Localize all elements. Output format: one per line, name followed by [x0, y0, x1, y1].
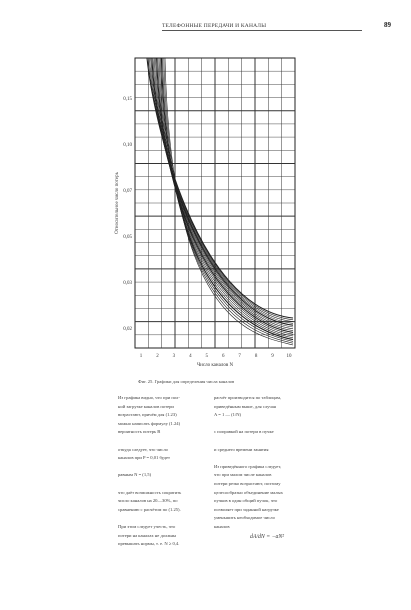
- y-axis-ticks: [115, 97, 133, 332]
- text-column-left: [118, 394, 210, 549]
- x-tick-label: 9: [271, 354, 274, 359]
- figure-caption: Фиг. 25. Графики для определения числа каналов: [138, 379, 235, 384]
- text-line: Из приведённого графика следует,: [214, 463, 282, 469]
- x-tick-label: 10: [286, 354, 292, 359]
- text-column-right: [214, 394, 320, 543]
- family-curves: [147, 58, 293, 345]
- text-line: [118, 514, 210, 523]
- family-curve: [152, 58, 293, 325]
- page-number: 89: [384, 21, 391, 29]
- text-line: вероятность потерь B: [118, 429, 161, 435]
- x-tick-label: 8: [254, 354, 258, 359]
- y-tick-label: 0,02: [123, 327, 132, 332]
- text-line: пучков в один общий пучок, что: [214, 498, 278, 504]
- y-tick-label: 0,07: [123, 189, 132, 194]
- text-line: превышать нормы, т. е. N ≥ 0,4.: [118, 541, 180, 547]
- text-line: [118, 437, 210, 446]
- y-axis-title: Относительное число потерь: [115, 172, 120, 234]
- x-axis-title: Число каналов N: [196, 363, 234, 368]
- x-tick-label: 1: [139, 354, 143, 359]
- text-line: [214, 420, 320, 429]
- text-line: ной загрузке каналов потери: [118, 403, 174, 409]
- text-line: [214, 437, 320, 446]
- family-curve: [155, 58, 293, 331]
- text-line: и среднего времени занятия: [214, 446, 269, 452]
- running-title: ТЕЛЕФОННЫЕ ПЕРЕДАЧИ И КАНАЛЫ: [162, 23, 362, 31]
- text-line: потери на каналах не должны: [118, 532, 177, 538]
- text-line: откуда следует, что число: [118, 446, 168, 452]
- text-line: При этом следует учесть, что: [118, 523, 176, 529]
- text-line: [118, 463, 210, 472]
- text-line: возрастают, причём для (1.23): [118, 412, 177, 418]
- text-line: потери резко возрастают, поэтому: [214, 480, 281, 486]
- text-line: каналов при P = 0,01 будет: [118, 455, 171, 461]
- text-line: равным N = (1,5): [118, 472, 152, 478]
- x-tick-label: 7: [238, 354, 241, 359]
- x-tick-label: 2: [156, 354, 159, 359]
- y-tick-label: 0,03: [123, 281, 132, 286]
- text-line: каналов: [214, 523, 230, 529]
- x-tick-label: 4: [189, 354, 192, 359]
- x-axis-ticks: [140, 354, 292, 368]
- text-line: расчёт производится по таблицам,: [214, 395, 282, 400]
- text-line: что при малом числе каналов: [214, 472, 272, 478]
- text-line: [118, 480, 210, 489]
- text-line: что даёт возможность сократить: [118, 489, 182, 495]
- text-line: приведённым выше, для случая: [214, 403, 276, 409]
- text-line: целесообразно объединение малых: [214, 489, 283, 495]
- text-line: число каналов на 20—30%, по: [118, 498, 178, 504]
- nomogram-graphic: [110, 40, 310, 385]
- text-line: позволяет при заданной нагрузке: [214, 506, 279, 512]
- text-line: сравнению с расчётом по (1.25).: [118, 506, 181, 512]
- y-tick-label: 0,05: [123, 235, 132, 240]
- text-line: с поправкой на потери в пучке: [214, 429, 274, 435]
- text-line: A = 1 — (1/N): [214, 412, 242, 418]
- y-tick-label: 0,15: [123, 97, 132, 102]
- nomogram-figure: [110, 40, 310, 400]
- text-line: уменьшить необходимое число: [214, 515, 275, 521]
- y-tick-label: 0,10: [123, 143, 132, 148]
- text-line: [214, 454, 320, 463]
- equation: dA/dN = −aN²: [249, 533, 285, 540]
- text-line: Из графика видно, что при пол-: [118, 395, 180, 400]
- text-line: можно написать формулу (1.24): [118, 420, 181, 426]
- x-tick-label: 5: [205, 354, 209, 359]
- x-tick-label: 3: [172, 354, 176, 359]
- x-tick-label: 6: [221, 354, 225, 359]
